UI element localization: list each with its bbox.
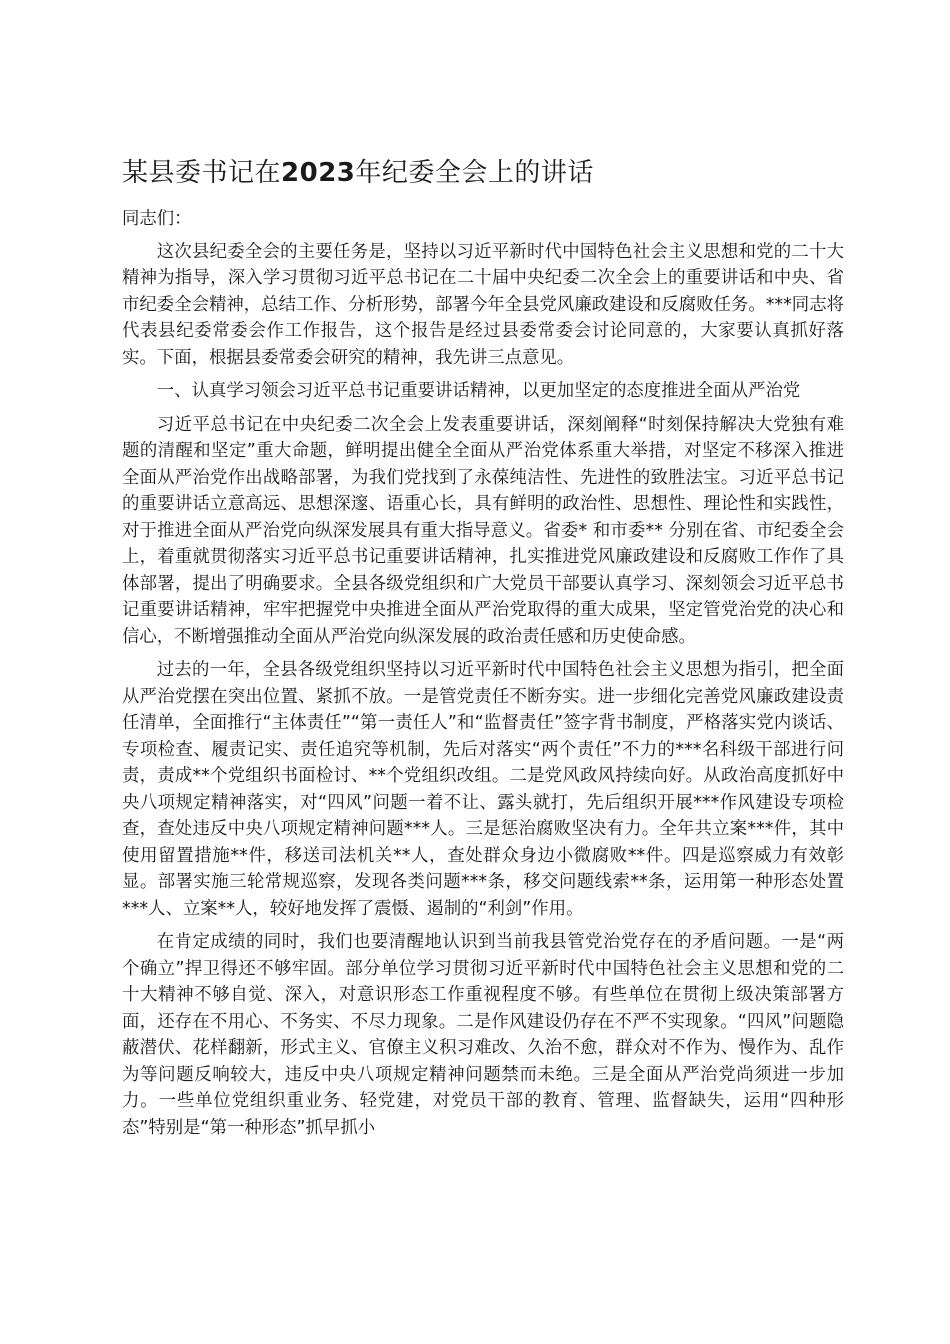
title-suffix: 年纪委全会上的讲话	[355, 158, 594, 188]
document-title	[122, 151, 842, 195]
salutation: 同志们：	[122, 209, 192, 229]
title-year: 2023	[281, 158, 356, 188]
paragraph-speech-study: 习近平总书记在中央纪委二次全会上发表重要讲话，深刻阐释“时刻保持解决大党独有难题的清醒和坚定”重大命题，鲜明提出健全全面从严治党体系重大举措，对坚定不移深入推进全面从严治党作出战略部署，为我们党找到了永葆纯洁性、先进性的致胜法宝。习近平总书记的重要讲话立意高远、思想深邃、语重心长，具有鲜明的政治性、思想性、理论性和实践性，对于推进全面从严治党向纵深发展具有重大指导意义。省委* 和市委** 分别在省、市纪委全会上，着重就贯彻落实习近平总书记重要讲话精神，扎实推进党风廉政建设和反腐败工作作了具体部署，提出了明确要求。全县各级党组织和广大党员干部要认真学习、深刻领会习近平总书记重要讲话精神，牢牢把握党中央推进全面从严治党取得的重大成果，坚定管党治党的决心和信心，不断增强推动全面从严治党向纵深发展的政治责任感和历史使命感。	[122, 414, 844, 647]
paragraph-intro: 这次县纪委全会的主要任务是，坚持以习近平新时代中国特色社会主义思想和党的二十大精神为指导，深入学习贯彻习近平总书记在二十届中央纪委二次全会上的重要讲话和中央、省市纪委全会精神，总结工作、分析形势，部署今年全县党风廉政建设和反腐败任务。***同志将代表县纪委常委会作工作报告，这个报告是经过县委常委会讨论同意的，大家要认真抓好落实。下面，根据县委常委会研究的精神，我先讲三点意见。	[122, 241, 844, 368]
paragraph-problems: 在肯定成绩的同时，我们也要清醒地认识到当前我县管党治党存在的矛盾问题。一是“两个确立”捍卫得还不够牢固。部分单位学习贯彻习近平新时代中国特色社会主义思想和党的二十大精神不够自觉、深入，对意识形态工作重视程度不够。有些单位在贯彻上级决策部署方面，还存在不用心、不务实、不尽力现象。二是作风建设仍存在不严不实现象。“四风”问题隐蔽潜伏、花样翻新，形式主义、官僚主义积习难改、久治不愈，群众对不作为、慢作为、乱作为等问题反响较大，违反中央八项规定精神问题禁而未绝。三是全面从严治党尚须进一步加力。一些单位党组织重业务、轻党建，对党员干部的教育、管理、监督缺失，运用“四种形态”特别是“第一种形态”抓早抓小	[122, 932, 844, 1138]
title-prefix: 某县委书记在	[122, 158, 282, 188]
section-heading-1: 一、认真学习领会习近平总书记重要讲话精神，以更加坚定的态度推进全面从严治党	[156, 381, 801, 401]
document-body	[122, 206, 844, 1148]
paragraph-past-year: 过去的一年，全县各级党组织坚持以习近平新时代中国特色社会主义思想为指引，把全面从严治党摆在突出位置、紧抓不放。一是管党责任不断夯实。进一步细化完善党风廉政建设责任清单，全面推行“主体责任”“第一责任人”和“监督责任”签字背书制度，严格落实党内谈话、专项检查、履责记实、责任追究等机制，先后对落实“两个责任”不力的***名科级干部进行问责，责成**个党组织书面检讨、**个党组织改组。二是党风政风持续向好。从政治高度抓好中央八项规定精神落实，对“四风”问题一着不让、露头就打，先后组织开展***作风建设专项检查，查处违反中央八项规定精神问题***人。三是惩治腐败坚决有力。全年共立案***件，其中使用留置措施**件，移送司法机关**人，查处群众身边小微腐败**件。四是巡察威力有效彰显。部署实施三轮常规巡察，发现各类问题***条，移交问题线索**条，运用第一种形态处置***人、立案**人，较好地发挥了震慑、遏制的“利剑”作用。	[122, 660, 844, 919]
